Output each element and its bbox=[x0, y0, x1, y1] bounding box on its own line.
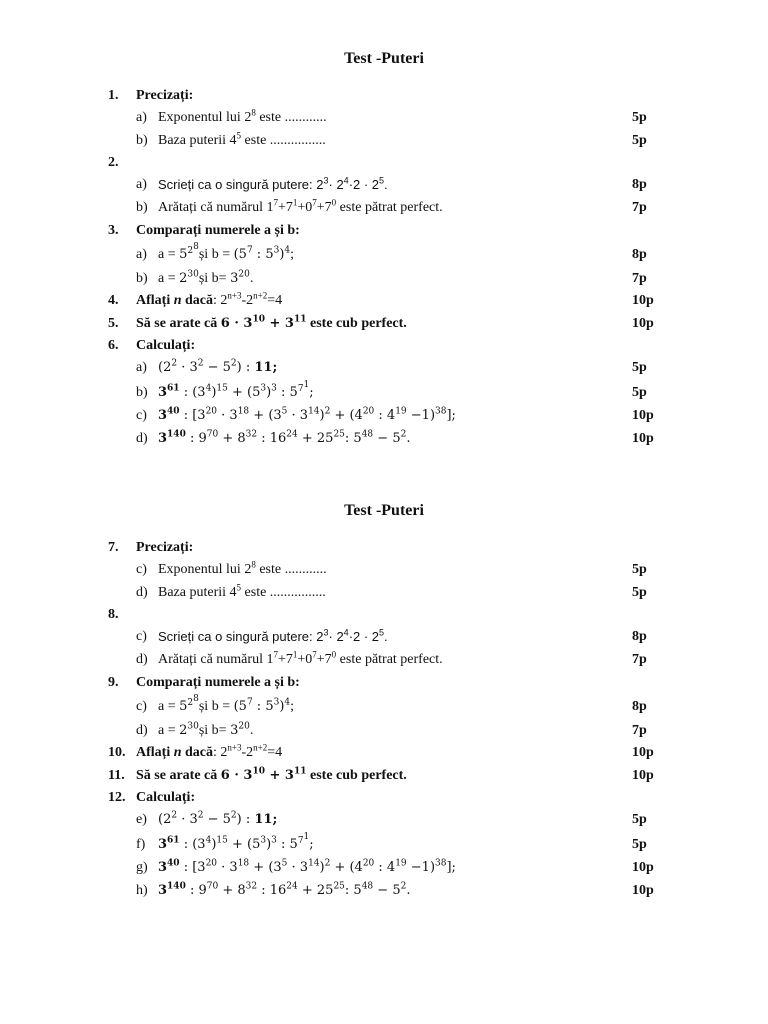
item-points: 8p bbox=[632, 629, 647, 644]
question-label: Calculați: bbox=[136, 338, 196, 353]
item-letter: h) bbox=[136, 883, 148, 898]
item-letter: b) bbox=[136, 200, 148, 215]
item-text: Arătați că numărul $1^7+7^1+0^7+7^0$ este pătrat perfect. bbox=[158, 197, 443, 215]
item-points: 5p bbox=[632, 562, 647, 577]
item-letter: c) bbox=[136, 699, 147, 714]
item-letter: b) bbox=[136, 133, 148, 148]
item-text: $3^{140}$ : $9^{70} + 8^{32}$ : $16^{24} + 25^{25}$: $5^{48} - 5^2$. bbox=[158, 881, 411, 898]
question-number: 8. bbox=[108, 607, 119, 622]
question-label: Comparați numerele a și b: bbox=[136, 223, 300, 238]
item-letter: c) bbox=[136, 562, 147, 577]
item-points: 10p bbox=[632, 768, 654, 783]
question-label: Precizați: bbox=[136, 88, 194, 103]
item-letter: c) bbox=[136, 629, 147, 644]
item-points: 5p bbox=[632, 585, 647, 600]
item-text: $(2^2 \cdot 3^2 - 5^2)$ : 11; bbox=[158, 810, 278, 827]
item-points: 5p bbox=[632, 812, 647, 827]
question-7c bbox=[0, 559, 768, 581]
item-points: 8p bbox=[632, 699, 647, 714]
question-3a bbox=[0, 241, 768, 266]
item-text: $3^{61}$ : $(3^4)^{15} + (5^3)^3$ : $5^{7^1}$; bbox=[158, 831, 314, 852]
item-points: 7p bbox=[632, 723, 647, 738]
item-letter: d) bbox=[136, 652, 148, 667]
question-2 bbox=[0, 152, 768, 174]
question-label: Să se arate că $6 \cdot 3^{10} + 3^{11}$ este cub perfect. bbox=[136, 766, 407, 783]
question-label: Precizați: bbox=[136, 540, 194, 555]
item-text: Exponentul lui $2^8$ este ............ bbox=[158, 559, 327, 577]
item-points: 5p bbox=[632, 133, 647, 148]
item-points: 7p bbox=[632, 271, 647, 286]
question-label: Aflați n dacă: $2^{n+3}-2^{n+2}=4$ bbox=[136, 290, 283, 308]
item-points: 7p bbox=[632, 200, 647, 215]
question-12e bbox=[0, 809, 768, 831]
question-number: 9. bbox=[108, 675, 119, 690]
question-number: 12. bbox=[108, 790, 126, 805]
item-points: 10p bbox=[632, 883, 654, 898]
question-number: 5. bbox=[108, 316, 119, 331]
item-text: $3^{40}$ : [$3^{20} \cdot 3^{18} + (3^5 \cdot 3^{14})^2 + (4^{20}$ : $4^{19} -1)^{38}$]; bbox=[158, 858, 456, 875]
question-number: 6. bbox=[108, 338, 119, 353]
item-text: $3^{140}$ : $9^{70} + 8^{32}$ : $16^{24} + 25^{25}$: $5^{48} - 5^2$. bbox=[158, 429, 411, 446]
item-text: Arătați că numărul $1^7+7^1+0^7+7^0$ este pătrat perfect. bbox=[158, 649, 443, 667]
item-text: Exponentul lui $2^8$ este ............ bbox=[158, 107, 327, 125]
question-11 bbox=[0, 765, 768, 787]
item-letter: b) bbox=[136, 271, 148, 286]
question-3 bbox=[0, 220, 768, 242]
question-2a bbox=[0, 174, 768, 196]
item-text: $(2^2 \cdot 3^2 - 5^2)$ : 11; bbox=[158, 358, 278, 375]
question-1b bbox=[0, 130, 768, 152]
item-points: 10p bbox=[632, 431, 654, 446]
item-text: Baza puterii $4^5$ este ................ bbox=[158, 582, 326, 600]
question-6c bbox=[0, 405, 768, 427]
question-3b bbox=[0, 268, 768, 290]
item-points: 10p bbox=[632, 745, 654, 760]
question-1 bbox=[0, 85, 768, 107]
question-6a bbox=[0, 357, 768, 379]
item-letter: e) bbox=[136, 812, 147, 827]
item-points: 5p bbox=[632, 837, 647, 852]
question-number: 7. bbox=[108, 540, 119, 555]
item-points: 8p bbox=[632, 177, 647, 192]
item-text: $a = 2^{30}și$ $b= 3^{20}$. bbox=[158, 721, 254, 738]
question-12f bbox=[0, 831, 768, 856]
item-text: $a = 5^{2^8}și$ $b = (5^7$ : $5^3)^4$; bbox=[158, 241, 295, 262]
item-text: $3^{61}$ : $(3^4)^{15} + (5^3)^3$ : $5^{7^1}$; bbox=[158, 379, 314, 400]
question-8 bbox=[0, 604, 768, 626]
question-label: Comparați numerele a și b: bbox=[136, 675, 300, 690]
item-letter: d) bbox=[136, 431, 148, 446]
item-points: 10p bbox=[632, 408, 654, 423]
item-letter: g) bbox=[136, 860, 148, 875]
question-2b bbox=[0, 197, 768, 219]
item-text: $a = 2^{30}și$ $b= 3^{20}$. bbox=[158, 269, 254, 286]
question-1a bbox=[0, 107, 768, 129]
question-12 bbox=[0, 787, 768, 809]
item-letter: a) bbox=[136, 110, 147, 125]
question-6b bbox=[0, 379, 768, 404]
item-points: 5p bbox=[632, 110, 647, 125]
question-number: 3. bbox=[108, 223, 119, 238]
item-letter: a) bbox=[136, 360, 147, 375]
item-letter: d) bbox=[136, 723, 148, 738]
item-points: 7p bbox=[632, 652, 647, 667]
item-letter: f) bbox=[136, 837, 146, 852]
item-points: 10p bbox=[632, 316, 654, 331]
question-number: 1. bbox=[108, 88, 119, 103]
question-number: 11. bbox=[108, 768, 125, 783]
question-10 bbox=[0, 742, 768, 764]
item-letter: c) bbox=[136, 408, 147, 423]
item-text: $a = 5^{2^8}și$ $b = (5^7$ : $5^3)^4$; bbox=[158, 693, 295, 714]
question-9 bbox=[0, 672, 768, 694]
item-points: 5p bbox=[632, 385, 647, 400]
test-title: Test -Puteri bbox=[344, 50, 424, 67]
item-text: $3^{40}$ : [$3^{20} \cdot 3^{18} + (3^5 \cdot 3^{14})^2 + (4^{20}$ : $4^{19} -1)^{38}$]; bbox=[158, 406, 456, 423]
item-text: Scrieți ca o singură putere: $2^3\cdot 2^4\cdot 2 \cdot 2^5$. bbox=[158, 175, 388, 192]
item-letter: b) bbox=[136, 385, 148, 400]
question-number: 2. bbox=[108, 155, 119, 170]
question-number: 10. bbox=[108, 745, 126, 760]
item-letter: d) bbox=[136, 585, 148, 600]
question-6d bbox=[0, 428, 768, 450]
item-points: 5p bbox=[632, 360, 647, 375]
item-text: Baza puterii $4^5$ este ................ bbox=[158, 130, 326, 148]
item-letter: a) bbox=[136, 177, 147, 192]
question-8c bbox=[0, 626, 768, 648]
question-7d bbox=[0, 582, 768, 604]
question-4 bbox=[0, 290, 768, 312]
question-12g bbox=[0, 857, 768, 879]
question-5 bbox=[0, 313, 768, 335]
question-8d bbox=[0, 649, 768, 671]
test-title: Test -Puteri bbox=[344, 502, 424, 519]
question-6 bbox=[0, 335, 768, 357]
question-12h bbox=[0, 880, 768, 902]
question-7 bbox=[0, 537, 768, 559]
item-points: 10p bbox=[632, 860, 654, 875]
question-number: 4. bbox=[108, 293, 119, 308]
question-label: Calculați: bbox=[136, 790, 196, 805]
question-label: Aflați n dacă: $2^{n+3}-2^{n+2}=4$ bbox=[136, 742, 283, 760]
item-points: 10p bbox=[632, 293, 654, 308]
item-points: 8p bbox=[632, 247, 647, 262]
question-9c bbox=[0, 693, 768, 718]
question-9d bbox=[0, 720, 768, 742]
item-text: Scrieți ca o singură putere: $2^3\cdot 2^4\cdot 2 \cdot 2^5$. bbox=[158, 627, 388, 644]
item-letter: a) bbox=[136, 247, 147, 262]
question-label: Să se arate că $6 \cdot 3^{10} + 3^{11}$ este cub perfect. bbox=[136, 314, 407, 331]
